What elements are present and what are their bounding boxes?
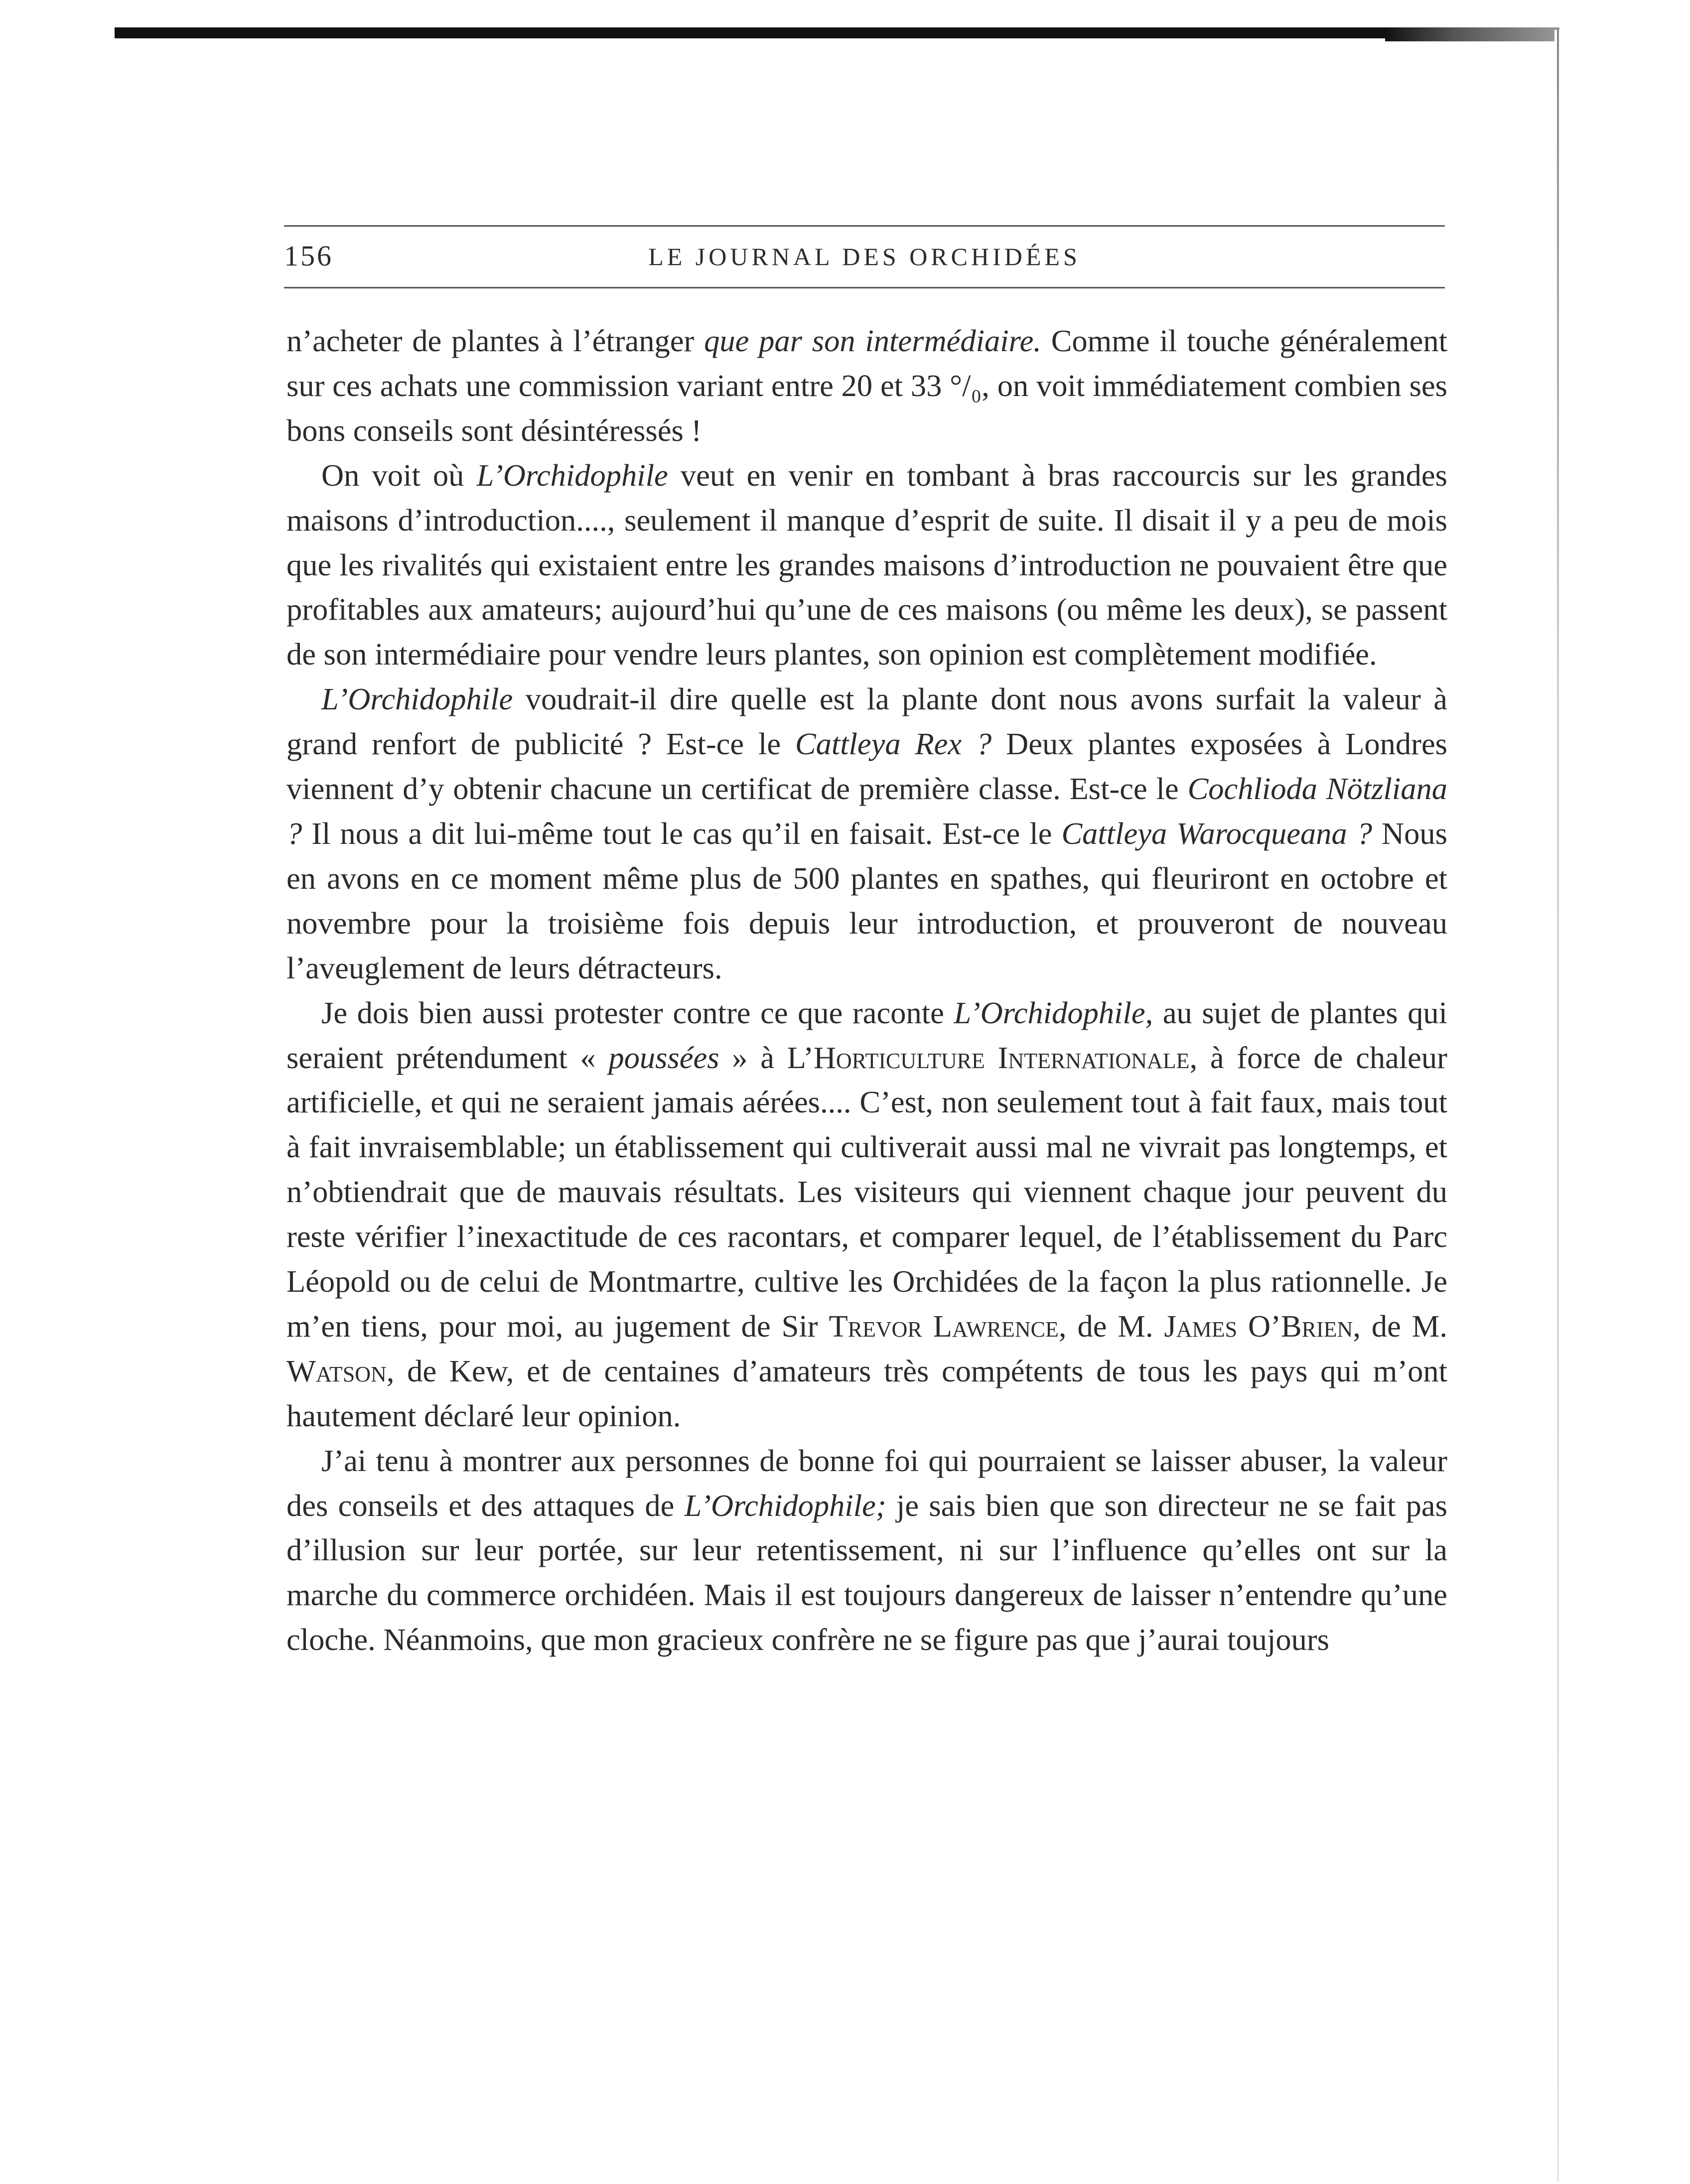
text-segment: , à force de chaleur artificielle, et qui ne seraient jamais aérées.... C’est, non seulement tout à fait faux, mais tout à fait invraisemblable; un établissement qui cultiverait aussi mal ne vivrait pas longtemps, et n’obtiendrait que de mauvais résultats. Les visiteurs qui viennent chaque jour peuvent du reste vérifier l’inexactitude de ces racontars, et comparer lequel, de l’établissement du Parc Léopold ou de celui de Montmartre, cultive les Orchidées de la façon la plus rationnelle. Je m’en tiens, pour moi, au jugement de Sir: [286, 1040, 1447, 1344]
italic-text: que par son intermédiaire.: [704, 323, 1041, 358]
text-segment: » à: [719, 1040, 787, 1075]
text-segment: je sais bien que son directeur ne se fait pas d’illusion sur leur portée, sur leur retentissement, ni sur l’influence qu’elles ont sur la marche du commerce orchidéen. Mais il est toujours dangereux de laisser n’entendre qu’une cloche. Néanmoins, que mon gracieux confrère ne se figure pas que j’aurai toujours: [286, 1488, 1447, 1657]
header-rule-bottom: [284, 287, 1445, 288]
paragraph: [286, 991, 1447, 1439]
text-segment: au sujet de plantes qui seraient prétendument «: [286, 995, 1448, 1075]
text-segment: On voit où: [321, 457, 477, 493]
italic-text: L’Orchidophile,: [954, 995, 1153, 1030]
italic-text: poussées: [608, 1040, 719, 1075]
small-caps-text: Trevor Lawrence: [829, 1308, 1059, 1344]
text-segment: , de M.: [1353, 1308, 1447, 1344]
italic-text: Cattleya Rex ?: [795, 726, 992, 762]
small-caps-text: James O’Brien: [1164, 1308, 1353, 1344]
body-text: [286, 319, 1447, 1662]
text-segment: Comme il touche généralement sur ces achats une commission variant entre 20 et 33 °/₀, on voit immédiatement combien ses bons conseils sont désintéressés !: [286, 323, 1447, 448]
page-edge-line: [1557, 30, 1559, 2182]
text-segment: Deux plantes exposées à Londres viennent d’y obtenir chacune un certificat de première classe. Est-ce le: [286, 726, 1448, 807]
scan-top-border: [115, 27, 1559, 38]
text-segment: veut en venir en tombant à bras raccourcis sur les grandes maisons d’introduction...., seulement il manque d’esprit de suite. Il disait il y a peu de mois que les rivalités qui existaient entre les grandes maisons d’introduction ne pouvaient être que profitables aux amateurs; aujourd’hui qu’une de ces maisons (ou même les deux), se passent de son intermédiaire pour vendre leurs plantes, son opinion est complètement modifiée.: [286, 457, 1447, 672]
text-segment: voudrait-il dire quelle est la plante dont nous avons surfait la valeur à grand renfort de publicité ? Est-ce le: [286, 682, 1447, 762]
paragraph: [286, 319, 1447, 453]
text-segment: , de M.: [1058, 1308, 1164, 1344]
text-segment: J’ai tenu à montrer aux personnes de bonne foi qui pourraient se laisser abuser, la valeur des conseils et des attaques de: [286, 1443, 1447, 1523]
scan-right-margin: [1554, 30, 1690, 2184]
text-segment: , de Kew, et de centaines d’amateurs très compétents de tous les pays qui m’ont hautement déclaré leur opinion.: [286, 1353, 1447, 1433]
italic-text: Cattleya Warocqueana ?: [1061, 816, 1373, 851]
text-segment: Je dois bien aussi protester contre ce que raconte: [321, 995, 954, 1030]
running-title: LE JOURNAL DES ORCHIDÉES: [648, 243, 1081, 271]
text-segment: Il nous a dit lui-même tout le cas qu’il en faisait. Est-ce le: [302, 816, 1062, 851]
italic-text: Cochlioda Nötzliana ?: [286, 771, 1448, 851]
paragraph: [286, 677, 1447, 990]
text-segment: n’acheter de plantes à l’étranger: [286, 323, 704, 358]
small-caps-text: Watson: [286, 1353, 387, 1388]
paragraph: [286, 453, 1447, 678]
paragraph: [286, 1439, 1447, 1663]
page-number: 156: [284, 240, 333, 272]
header-rule-top: [284, 225, 1445, 227]
italic-text: L’Orchidophile: [321, 682, 513, 717]
small-caps-text: L’Horticulture Internationale: [787, 1040, 1190, 1075]
italic-text: L’Orchidophile;: [684, 1488, 886, 1523]
scan-top-border-fade: [1385, 27, 1559, 41]
running-header: [284, 219, 1445, 294]
text-segment: Nous en avons en ce moment même plus de 500 plantes en spathes, qui fleuriront en octobre et novembre pour la troisième fois depuis leur introduction, et prouveront de nouveau l’aveuglement de leurs détracteurs.: [286, 816, 1447, 985]
italic-text: L’Orchidophile: [476, 457, 668, 493]
